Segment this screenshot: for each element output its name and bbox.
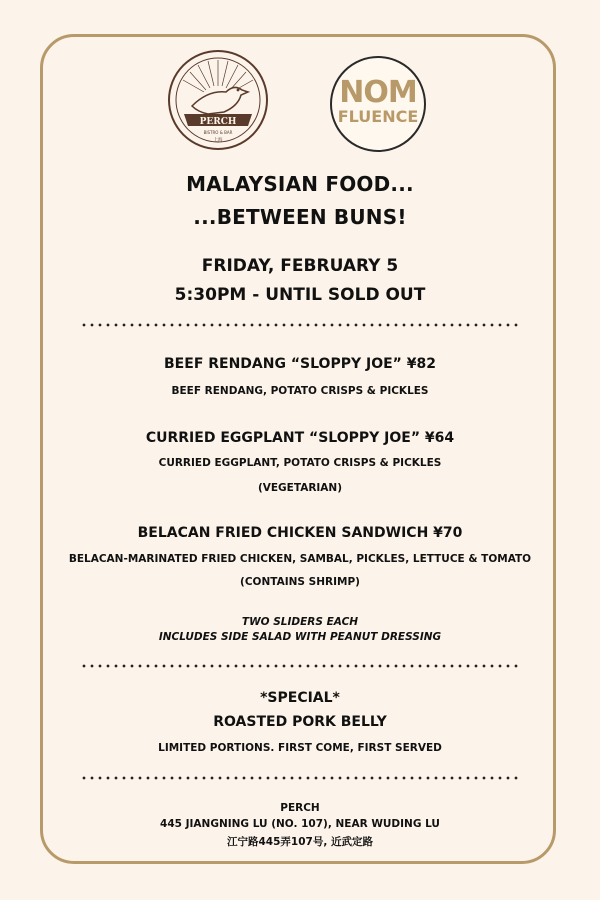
menu-item-1-desc: BEEF RENDANG, POTATO CRISPS & PICKLES xyxy=(171,385,429,397)
serving-line2: INCLUDES SIDE SALAD WITH PEANUT DRESSING xyxy=(158,631,442,643)
dotted-divider xyxy=(80,323,520,327)
menu-item-3-title: BELACAN FRIED CHICKEN SANDWICH ¥70 xyxy=(137,525,463,541)
menu-item-3-note: (CONTAINS SHRIMP) xyxy=(240,576,360,588)
dotted-divider xyxy=(80,776,520,780)
serving-line1: TWO SLIDERS EACH xyxy=(241,616,359,628)
special-label: *SPECIAL* xyxy=(260,690,340,706)
nomfluence-logo-bottom: FLUENCE xyxy=(337,107,419,126)
dotted-divider xyxy=(80,664,520,668)
venue-address-en: 445 JIANGNING LU (NO. 107), NEAR WUDING LU xyxy=(160,818,440,830)
special-desc: LIMITED PORTIONS. FIRST COME, FIRST SERVED xyxy=(158,742,442,754)
perch-logo-sub: BISTRO & BAR xyxy=(203,130,233,135)
event-date: FRIDAY, FEBRUARY 5 xyxy=(201,256,399,276)
headline-line2: ...BETWEEN BUNS! xyxy=(193,205,407,229)
menu-item-1-title: BEEF RENDANG “SLOPPY JOE” ¥82 xyxy=(164,356,436,372)
venue-name: PERCH xyxy=(280,802,320,814)
perch-logo xyxy=(168,50,268,150)
venue-address-cn: 江宁路445弄107号, 近武定路 xyxy=(227,836,373,848)
event-time: 5:30PM - UNTIL SOLD OUT xyxy=(174,285,426,305)
logo-row xyxy=(0,44,600,154)
nomfluence-logo xyxy=(330,56,426,152)
menu-item-3-desc: BELACAN-MARINATED FRIED CHICKEN, SAMBAL, PICKLES, LETTUCE & TOMATO xyxy=(68,553,532,565)
nomfluence-logo-top: NOM xyxy=(339,75,417,110)
menu-item-2-note: (VEGETARIAN) xyxy=(257,482,343,494)
special-title: ROASTED PORK BELLY xyxy=(213,714,387,730)
menu-item-2-desc: CURRIED EGGPLANT, POTATO CRISPS & PICKLES xyxy=(158,457,442,469)
perch-logo-city: 上海 xyxy=(213,138,223,143)
menu-item-2-title: CURRIED EGGPLANT “SLOPPY JOE” ¥64 xyxy=(145,430,455,446)
headline-line1: MALAYSIAN FOOD... xyxy=(186,172,414,196)
poster-frame xyxy=(40,34,556,864)
perch-logo-name: PERCH xyxy=(199,117,237,127)
